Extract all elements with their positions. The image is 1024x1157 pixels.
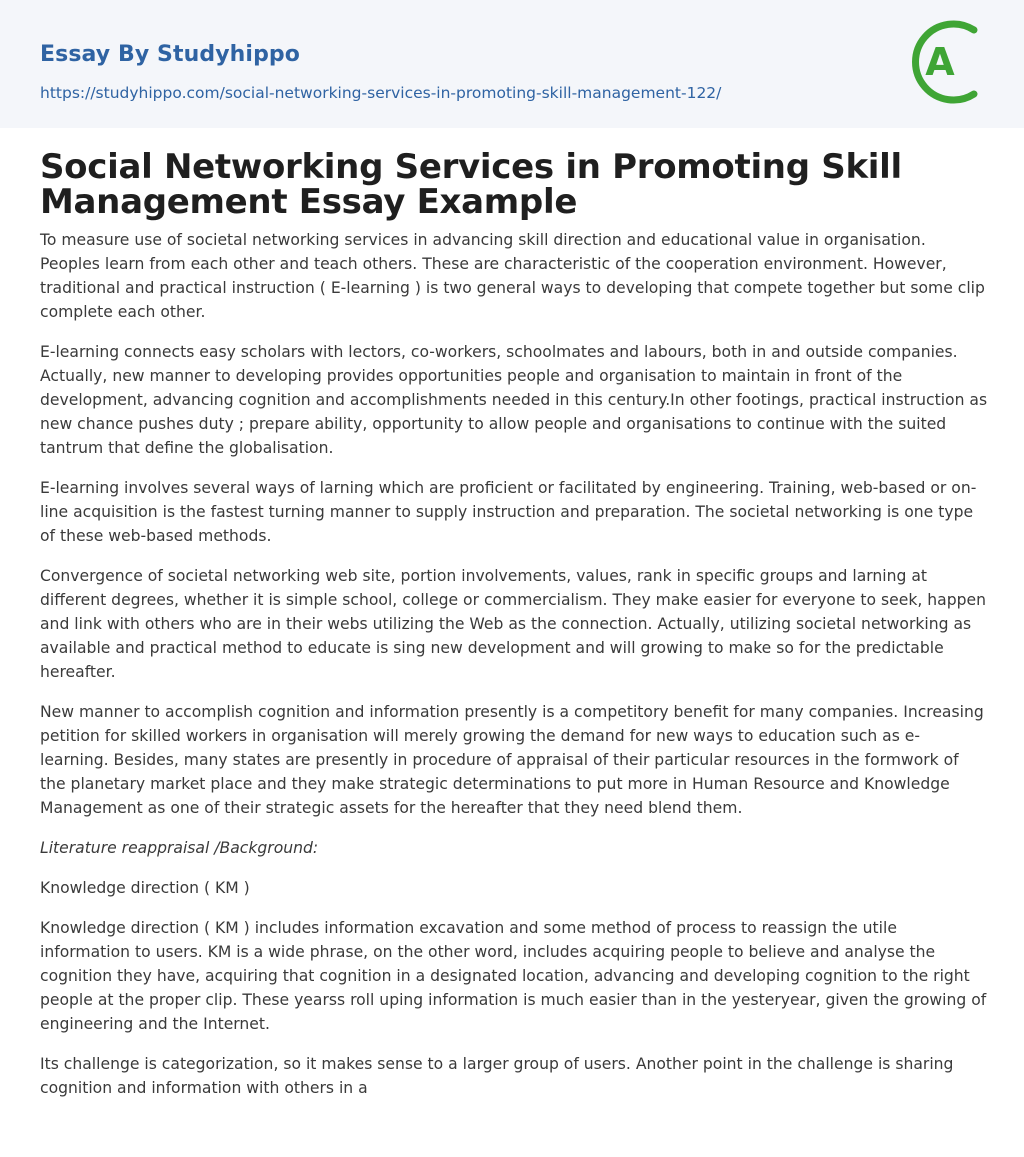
brand-title[interactable]: Essay By Studyhippo	[40, 42, 300, 67]
studyhippo-logo-icon[interactable]	[908, 16, 988, 108]
page-title: Social Networking Services in Promoting Skill Management Essay Example	[40, 147, 902, 222]
paragraph: E-learning connects easy scholars with lectors, co-workers, schoolmates and labours, both in and outside companies. Actually, new manner to developing provides opportunities people and organisation to maintain in front of the development, advancing cognition and accomplishments needed in this century.In other footings, practical instruction as new chance pushes duty ; prepare ability, opportunity to allow people and organisations to continue with the suited tantrum that define the globalisation.	[40, 343, 988, 457]
paragraph: Convergence of societal networking web site, portion involvements, values, rank in specific groups and larning at different degrees, whether it is simple school, college or commercialism. They make easier for everyone to seek, happen and link with others who are in their webs utilizing the Web as the connection. Actually, utilizing societal networking as available and practical method to educate is sing new development and will growing to make so for the predictable hereafter.	[40, 567, 986, 681]
paragraph: To measure use of societal networking services in advancing skill direction and educational value in organisation. Peoples learn from each other and teach others. These are characteristic of the cooperation environment. However, traditional and practical instruction ( E-learning ) is two general ways to developing that compete together but some clip complete each other.	[40, 231, 985, 321]
paragraph: New manner to accomplish cognition and information presently is a competitory benefit for many companies. Increasing petition for skilled workers in organisation will merely growing the demand for new ways to education such as e-learning. Besides, many states are presently in procedure of appraisal of their particular resources in the formwork of the planetary market place and they make strategic determinations to put more in Human Resource and Knowledge Management as one of their strategic assets for the hereafter that they need blend them.	[40, 703, 984, 817]
source-url-link[interactable]: https://studyhippo.com/social-networking-services-in-promoting-skill-management-122/	[40, 84, 722, 102]
paragraph: Its challenge is categorization, so it makes sense to a larger group of users. Another point in the challenge is sharing cognition and information with others in a	[40, 1055, 954, 1097]
section-heading: Literature reappraisal /Background:	[40, 839, 319, 857]
paragraph: E-learning involves several ways of larning which are proficient or facilitated by engineering. Training, web-based or on-line acquisition is the fastest turning manner to supply instruction and preparation. The societal networking is one type of these web-based methods.	[40, 479, 977, 545]
logo-letter: A	[925, 40, 955, 84]
subsection-heading: Knowledge direction ( KM )	[40, 879, 250, 897]
essay-body	[40, 228, 988, 1116]
paragraph: Knowledge direction ( KM ) includes information excavation and some method of process to reassign the utile information to users. KM is a wide phrase, on the other word, includes acquiring people to believe and analyse the cognition they have, acquiring that cognition in a designated location, advancing and developing cognition to the right people at the proper clip. These yearss roll uping information is much easier than in the yesteryear, given the growing of engineering and the Internet.	[40, 919, 987, 1033]
site-header	[0, 0, 1024, 128]
